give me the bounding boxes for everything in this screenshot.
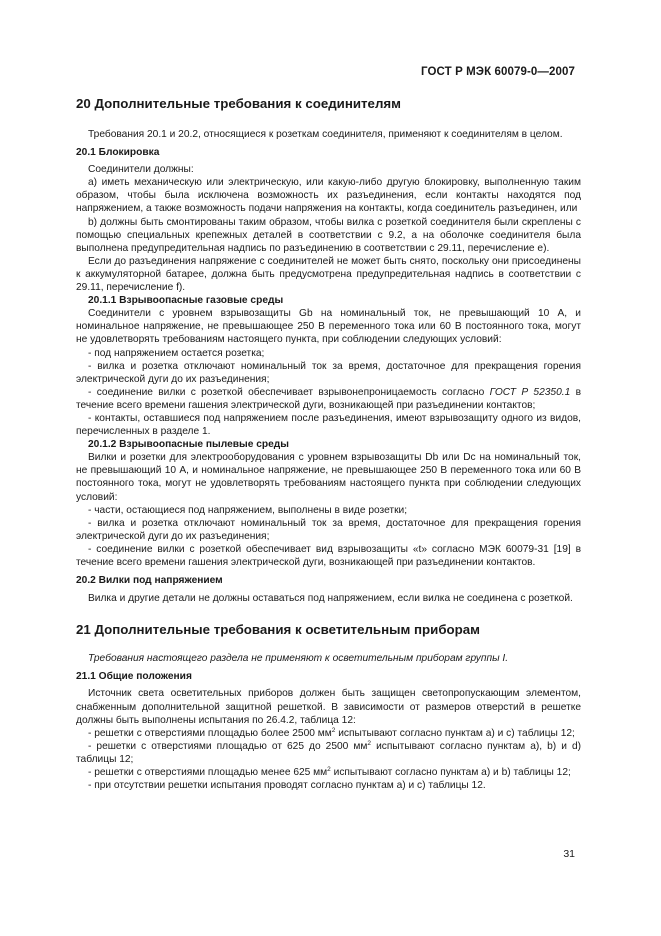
paragraph: Источник света осветительных приборов должен быть защищен светопропускающим элементом, снабженным дополнительной защитной решеткой. В зависимости от размеров отверстий в решетке должны быть выполнены испытания по 26.4.2, таблица 12:: [76, 688, 581, 726]
list-item: - части, остающиеся под напряжением, выполнены в виде розетки;: [88, 504, 408, 516]
list-item: - контакты, оставшиеся под напряжением после разъединения, имеют взрывозащиту одного из видов, перечисленных в разделе 1.: [76, 412, 581, 438]
subsection-20-1-title: 20.1 Блокировка: [76, 147, 160, 159]
paragraph: Вилки и розетки для электрооборудования с уровнем взрывозащиты Db или Dc на номинальный ток, не превышающий 10 А, и номинальное напряжение, не превышающее 250 В переменного тока или 60 В постоянного тока, могут не удовлетворять требованиям настоящего пункта при соблюдении следующих условий:: [76, 452, 581, 503]
subsection-20-2-title: 20.2 Вилки под напряжением: [76, 575, 223, 587]
list-item: - при отсутствии решетки испытания проводят согласно пунктам а) и с) таблицы 12.: [88, 780, 486, 792]
list-item: - вилка и розетка отключают номинальный ток за время, достаточное для прекращения горения электрической дуги до их разъединения;: [76, 517, 581, 542]
list-item: - соединение вилки с розеткой обеспечивает взрывонепроницаемость согласно ГОСТ Р 52350.1 в течение всего времени гашения электрической дуги, возникающей при разъединении контактов;: [76, 386, 581, 411]
list-item: - под напряжением остается розетка;: [88, 347, 265, 359]
page-number: 31: [563, 848, 575, 860]
list-item: - решетки с отверстиями площадью более 2500 $мм^2$ испытывают согласно пунктам а) и с) таблицы 12;: [88, 726, 575, 739]
list-item: - решетки с отверстиями площадью менее 625 $мм^2$ испытывают согласно пунктам а) и b) таблицы 12;: [88, 766, 571, 779]
paragraph: Соединители с уровнем взрывозащиты Gb на номинальный ток, не превышающий 10 А, и номинальное напряжение, не превышающее 250 В переменного тока или 60 В постоянного тока, могут не удовлетворять требованиям настоящего пункта, при соблюдении следующих условий:: [76, 308, 581, 346]
section-21-intro: Требования настоящего раздела не применяют к осветительным приборам группы I.: [88, 653, 509, 665]
list-item: - решетки с отверстиями площадью от 625 до 2500 $мм^2$ испытывают согласно пунктам а), b) и d) таблицы 12;: [76, 739, 582, 765]
section-21-title: 21 Дополнительные требования к осветительным приборам: [76, 622, 481, 638]
standard-reference: ГОСТ Р 52350.1: [489, 386, 571, 398]
subsection-20-1-2-title: 20.1.2 Взрывоопасные пылевые среды: [88, 439, 289, 451]
list-item: - соединение вилки с розеткой обеспечивает вид взрывозащиты «t» согласно МЭК 60079-31 [19] в течение всего времени гашения электрической дуги, возникающей при разъединении контактов.: [76, 543, 581, 568]
document-code: ГОСТ Р МЭК 60079-0—2007: [421, 66, 575, 78]
section-20-intro: Требования 20.1 и 20.2, относящиеся к розеткам соединителя, применяют к соединителям в целом.: [88, 129, 563, 140]
page-content: [76, 96, 581, 792]
subsection-21-1-title: 21.1 Общие положения: [76, 671, 192, 683]
section-20-title: 20 Дополнительные требования к соединителям: [76, 96, 401, 111]
paragraph: Соединители должны:: [88, 164, 194, 176]
paragraph: Если до разъединения напряжение с соединителей не может быть снято, поскольку они присоединены к аккумуляторной батарее, должна быть предусмотрена предупредительная надпись в соответствии с 29.11, перечисление f).: [76, 255, 581, 294]
subsection-20-1-1-title: 20.1.1 Взрывоопасные газовые среды: [88, 295, 284, 307]
list-item-b: b) должны быть смонтированы таким образом, чтобы вилка с розеткой соединителя были скреплены с помощью специальных крепежных деталей в соответствии с 9.2, а на оболочке соединителя была выполнена предупредительная надпись по разъединению в соответствии с 29.11, перечисление е).: [76, 216, 581, 254]
paragraph: Вилка и другие детали не должны оставаться под напряжением, если вилка не соединена с розеткой.: [88, 593, 573, 605]
list-item-a: а) иметь механическую или электрическую, или какую-либо другую блокировку, выполненную таким образом, чтобы была исключена возможность их разъединения, если контакты находятся под напряжением, а также возможность подачи напряжения на контакты, когда соединитель разъединен, или: [76, 177, 581, 215]
list-item: - вилка и розетка отключают номинальный ток за время, достаточное для прекращения горения электрической дуги до их разъединения;: [76, 360, 581, 385]
